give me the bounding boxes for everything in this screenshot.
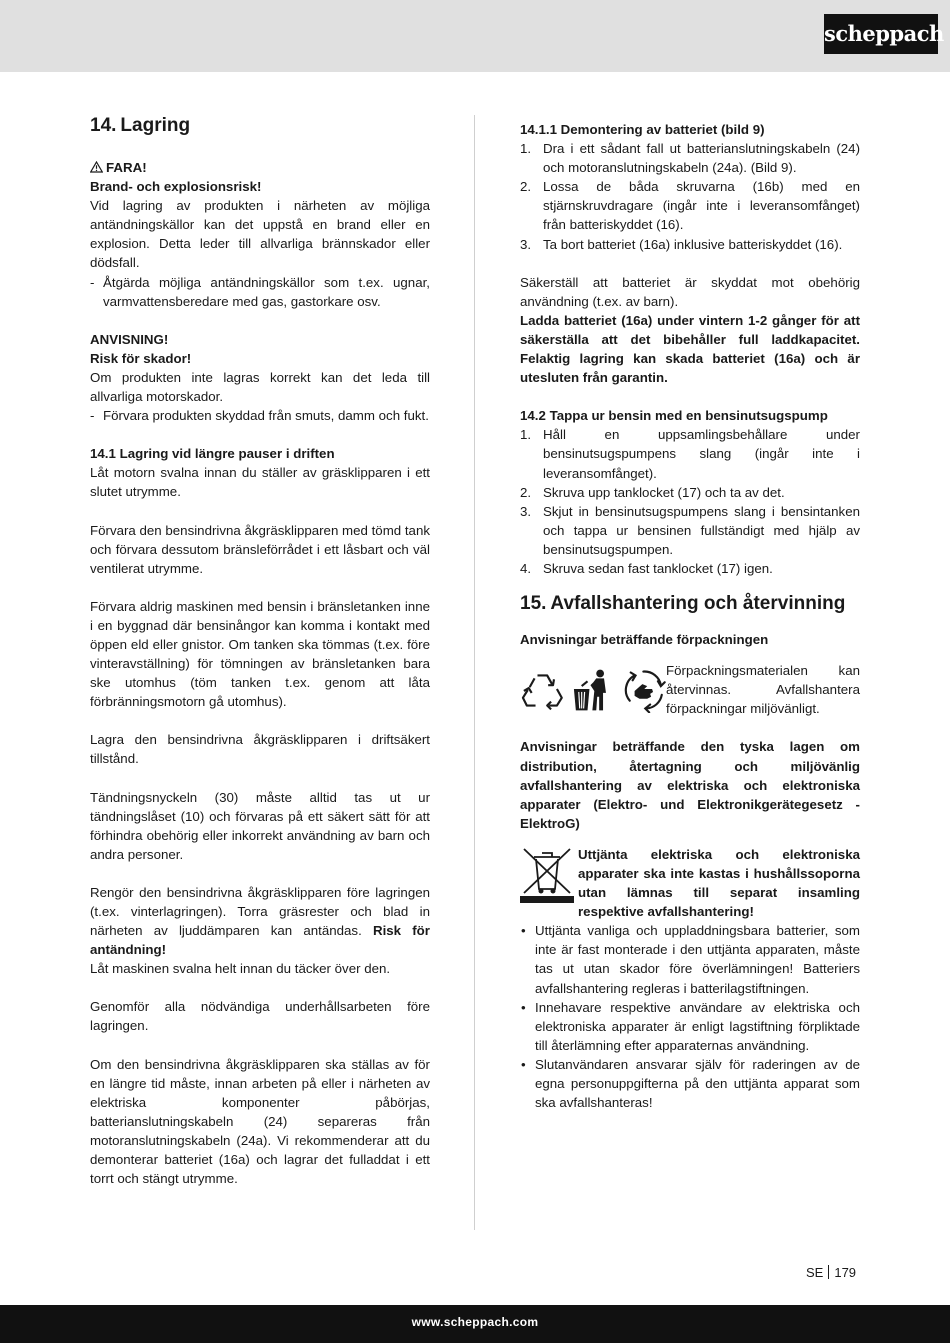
danger-list bbox=[90, 273, 430, 311]
notice-list bbox=[90, 406, 430, 425]
list-item: - Åtgärda möjliga antändningskällor som t.ex. ugnar, varmvattensberedare med gas, gastorkare osv. bbox=[90, 273, 430, 311]
recycle-icon bbox=[520, 667, 565, 713]
packaging-text: Förpackningsmaterialen kan återvinnas. Avfallshantera förpackningar miljövänligt. bbox=[666, 663, 860, 717]
list-item: • Uttjänta vanliga och uppladdningsbara batterier, som inte är fast monterade i den uttjänta apparaten, måste tas ut utan skador före överlämningen! Batteriers avfallshantering regleras i batterilagstiftningen. bbox=[520, 921, 860, 997]
paragraph: Rengör den bensindrivna åkgräsklipparen före lagringen (t.ex. vinterlagringen). Torra gräsrester och blad in närheten av ljuddämparen kan antändas. Risk för antändning! bbox=[90, 884, 430, 958]
weee-text: Uttjänta elektriska och elektroniska apparater ska inte kastas i hushållssoporna utan lämnas till separat insamling respektive avfallshantering! bbox=[578, 846, 860, 920]
list-item: 3. Ta bort batteriet (16a) inklusive batteriskyddet (16). bbox=[520, 236, 843, 252]
packaging-block bbox=[520, 661, 860, 718]
paragraph: Förvara den bensindrivna åkgräsklipparen med tömd tank och förvara dessutom bränsleförrådet i ett låsbart och väl ventilerat utrymme. bbox=[90, 522, 430, 576]
list-item: 4. Skruva sedan fast tanklocket (17) igen. bbox=[520, 560, 773, 576]
danger-title: Brand- och explosionsrisk! bbox=[90, 179, 262, 195]
battery-warning: Ladda batteriet (16a) under vintern 1-2 gånger för att säkerställa att det bibehåller full laddkapacitet. Felaktig lagring kan skada batteriet (16a) och är utesluten från garantin. bbox=[520, 312, 860, 386]
list-item: 1. Dra i ett sådant fall ut batterianslutningskabeln (24) och motoranslutningskabeln (24a). (Bild 9). bbox=[520, 141, 860, 176]
paragraph: Förvara aldrig maskinen med bensin i bränsletanken inne i en byggnad där bensinångor kan komma i kontakt med öppen eld eller gnistor. Om tanken ska tömmas (t.ex. före vinteravställning) för tömningen av bränsletanken bara ske utomhus (töm tanken t.ex. genom att låta förbränningsmotorn gå utomhus). bbox=[90, 598, 430, 710]
list-item: 2. Skruva upp tanklocket (17) och ta av det. bbox=[520, 484, 785, 500]
list-item: 3. Skjut in bensinutsugspumpens slang i bensintanken och tappa ur bensinen fullständigt med hjälp av bensinutsugspumpen. bbox=[520, 503, 860, 557]
notice-title: Risk för skador! bbox=[90, 350, 192, 366]
list-item: 1. Håll en uppsamlingsbehållare under bensinutsugspumpens slang (ingår inte i leveransomfånget). bbox=[520, 427, 860, 481]
left-column bbox=[90, 112, 430, 1188]
paragraph: Genomför alla nödvändiga underhållsarbeten före lagringen. bbox=[90, 999, 430, 1034]
weee-icon-box bbox=[520, 845, 578, 921]
crossed-bin-icon bbox=[520, 847, 574, 903]
warning-triangle-icon bbox=[90, 161, 103, 173]
section-14-1-heading: 14.1 Lagring vid längre pauser i driften bbox=[90, 446, 335, 462]
footer-url: www.scheppach.com bbox=[0, 1305, 950, 1343]
page-number: SE 179 bbox=[806, 1265, 857, 1280]
weee-block bbox=[520, 845, 860, 921]
danger-label: FARA! bbox=[90, 158, 430, 177]
list-item: • Innehavare respektive användare av elektriska och elektroniska apparater är enligt lagstiftning förpliktade till återlämning efter apparaternas användning. bbox=[520, 998, 860, 1055]
section-14-2-heading: 14.2 Tappa ur bensin med en bensinutsugspump bbox=[520, 408, 828, 424]
list-item: • Slutanvändaren ansvarar själv för raderingen av de egna personuppgifterna på den uttjänta apparat som ska avfallshanteras! bbox=[520, 1055, 860, 1112]
notice-text: Om produkten inte lagras korrekt kan det leda till allvarliga motorskador. bbox=[90, 369, 430, 405]
packaging-heading: Anvisningar beträffande förpackningen bbox=[520, 632, 769, 648]
brand-logo: scheppach bbox=[824, 14, 938, 54]
disposal-bullets bbox=[520, 921, 860, 1112]
fuel-steps bbox=[520, 425, 860, 578]
packaging-icons bbox=[520, 661, 666, 713]
paragraph: Låt motorn svalna innan du ställer av gräsklipparen i ett slutet utrymme. bbox=[90, 465, 430, 500]
section-15-heading: 15. Avfallshantering och återvinning bbox=[520, 593, 846, 615]
tidyman-bin-icon bbox=[571, 667, 616, 713]
paragraph: Lagra den bensindrivna åkgräsklipparen i driftsäkert tillstånd. bbox=[90, 732, 430, 767]
hand-recycle-icon bbox=[621, 667, 666, 713]
section-14-heading: 14. Lagring bbox=[90, 115, 191, 136]
column-divider bbox=[474, 115, 475, 1230]
list-item: - Förvara produkten skyddad från smuts, damm och fukt. bbox=[90, 406, 430, 425]
elektrog-heading: Anvisningar beträffande den tyska lagen om distribution, återtagning och miljövänlig avfallshantering av elektriska och elektroniska apparater (Elektro- und Elektronikgerätegesetz - ElektroG) bbox=[520, 739, 860, 831]
section-14-1-1-heading: 14.1.1 Demontering av batteriet (bild 9) bbox=[520, 122, 765, 137]
paragraph: Om den bensindrivna åkgräsklipparen ska ställas av för en längre tid måste, innan arbeten på eller i närheten av elektriska komponenter påbörjas, batterianslutningskabeln (24) separeras från motoranslutningskabeln (24a). Vi rekommenderar att du demonterar batteriet (16a) och lagrar det fulladdat i ett torrt och stängt utrymme. bbox=[90, 1056, 430, 1187]
battery-steps bbox=[520, 139, 860, 254]
paragraph: Säkerställ att batteriet är skyddat mot obehörig användning (t.ex. av barn). bbox=[520, 274, 860, 309]
page-number-separator bbox=[828, 1265, 829, 1279]
paragraph: Låt maskinen svalna helt innan du täcker över den. bbox=[90, 961, 391, 977]
paragraph: Tändningsnyckeln (30) måste alltid tas ut ur tändningslåset (10) och förvaras på ett säkert sätt för att förhindra obehörig eller inkorrekt användning av barn och andra personer. bbox=[90, 789, 430, 862]
right-column bbox=[520, 120, 860, 1112]
notice-label: ANVISNING! bbox=[90, 331, 169, 347]
header-bar bbox=[0, 0, 950, 72]
danger-text: Vid lagring av produkten i närheten av möjliga antändningskällor kan det uppstå en brand eller en explosion. Detta leder till allvarliga brännskador eller dödsfall. bbox=[90, 198, 430, 271]
list-item: 2. Lossa de båda skruvarna (16b) med en stjärnskruvdragare (ingår inte i leveransomfånget) från batteriskyddet (16). bbox=[520, 179, 860, 233]
